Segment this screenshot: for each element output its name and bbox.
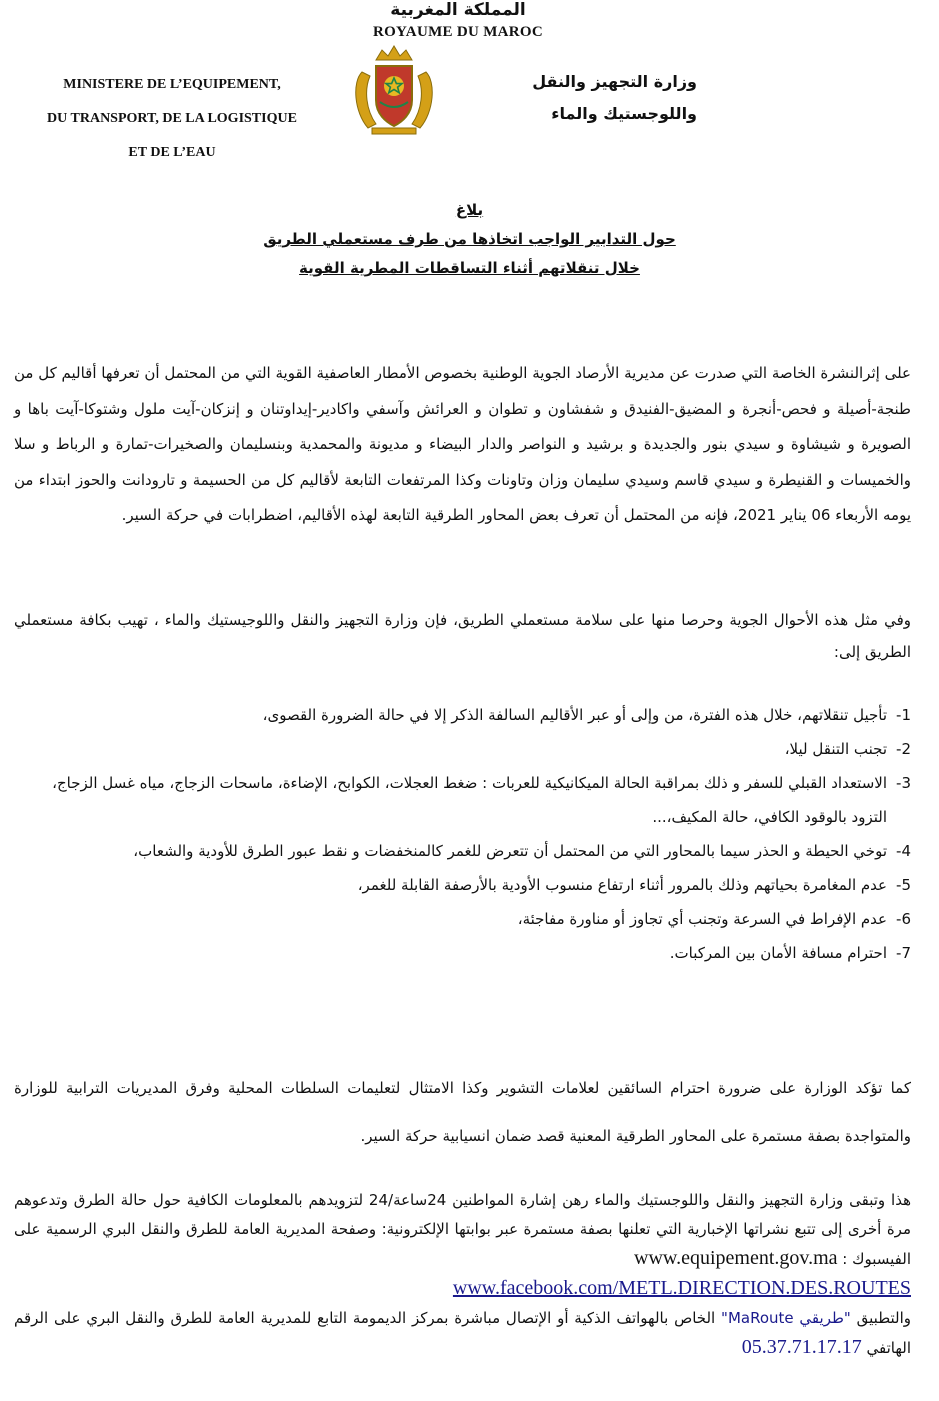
list-item-number: -5 — [896, 876, 911, 894]
list-item-number: -6 — [896, 910, 911, 928]
list-item-text: عدم الإفراط في السرعة وتجنب أي تجاوز أو مناورة مفاجئة، — [517, 910, 887, 928]
paragraph-signage-compliance: كما تؤكد الوزارة على ضرورة احترام السائقين لعلامات التشوير وكذا الامتثال لتعليمات السلطات المحلية وفرق المديريات الترابية للوزارة والمتواجدة بصفة مستمرة على المحاور الطرقية المعنية قصد ضمان انسيابية حركة السير. — [14, 1079, 911, 1145]
moroccan-coat-of-arms-icon — [346, 42, 442, 138]
website-link[interactable]: www.equipement.gov.ma — [634, 1247, 838, 1269]
list-item-text: تجنب التنقل ليلا، — [784, 740, 887, 758]
ministry-ar-line-2: واللوجستيك والماء — [551, 104, 697, 123]
announcement-subtitle-1: حول التدابير الواجب اتخاذها من طرف مستعملي الطريق — [263, 230, 676, 248]
list-item — [14, 834, 911, 868]
announcement-heading — [0, 196, 939, 283]
ministry-fr-line-2: DU TRANSPORT, DE LA LOGISTIQUE — [47, 111, 297, 126]
list-item-text: توخي الحيطة و الحذر سيما بالمحاور التي من المحتمل أن تتعرض للغمر كالمنخفضات و نقط عبور الطرق للأودية والشعاب، — [133, 842, 887, 860]
list-item-number: -1 — [896, 706, 911, 724]
list-item-number: -4 — [896, 842, 911, 860]
paragraph-contact-information — [14, 1186, 911, 1363]
list-item-text: الاستعداد القبلي للسفر و ذلك بمراقبة الحالة الميكانيكية للعربات : ضغط العجلات، الكوابح، الإضاءة، ماسحات الزجاج، مياه غسل الزجاج، التزود بالوقود الكافي، حالة المكيف،... — [52, 774, 887, 826]
paragraph-weather-bulletin: على إثرالنشرة الخاصة التي صدرت عن مديرية الأرصاد الجوية الوطنية بخصوص الأمطار العاصفية القوية التي من المحتمل أن تعرفها أقاليم كل من طنجة-أصيلة و فحص-أنجرة و المضيق-الفنيدق و شفشاون و تطوان و العرائش وآسفي واكادير-إيداوتنان و إنزكان-آيت ملول وشتوكا-آيت باها و الصويرة و شيشاوة و سيدي بنور والجديدة و برشيد و النواصر والدار البيضاء و مديونة والمحمدية وبنسليمان والصخيرات-تمارة و الرباط و سلا والخميسات و القنيطرة و سيدي قاسم وسيدي سليمان وزان وتاونات وكذا المرتفعات التابعة لأقاليم كل من الحسيمة و تارودانت والحوز ابتداء من يومه الأربعاء 06 يناير 2021، فإنه من المحتمل أن تعرف بعض المحاور الطرقية التابعة لهذه الأقاليم، اضطرابات في حركة السير. — [14, 364, 911, 524]
facebook-intro-text: وصفحة المديرية العامة للطرق والنقل البري الرسمية على الفيسبوك : — [14, 1220, 911, 1268]
kingdom-name-french: ROYAUME DU MAROC — [372, 24, 544, 40]
list-item-number: -2 — [896, 740, 911, 758]
contact-intro-text: هذا وتبقى وزارة التجهيز والنقل واللوجستيك والماء رهن إشارة المواطنين 24ساعة/24 لتزويدهم بالمعلومات الكافية حول حالة الطرق وتدعوهم مرة أخرى إلى تتبع نشراتها الإخبارية التي تعلنها بصفة مستمرة عبر بوابتها الإلكترونية: — [14, 1191, 911, 1238]
list-item — [14, 766, 911, 834]
ministry-ar-line-1: وزارة التجهيز والنقل — [532, 72, 697, 91]
hotline-intro-text: الخاص بالهواتف الذكية أو الإتصال مباشرة بمركز الديمومة التابع للمديرية العامة للطرق والنقل البري على الرقم الهاتفي — [14, 1309, 911, 1357]
list-item-text: تأجيل تنقلاتهم، خلال هذه الفترة، من وإلى أو عبر الأقاليم السالفة الذكر إلا في حالة الضرورة القصوى، — [262, 706, 887, 724]
list-item-text: عدم المغامرة بحياتهم وذلك بالمرور أثناء ارتفاع منسوب الأودية بالأرصفة القابلة للغمر، — [357, 876, 887, 894]
list-item — [14, 868, 911, 902]
kingdom-name-arabic: المملكة المغربية — [390, 0, 526, 20]
list-item — [14, 732, 911, 766]
ministry-name-french — [22, 68, 322, 160]
app-intro-text: والتطبيق — [856, 1309, 911, 1327]
app-name: "طريقي MaRoute" — [721, 1309, 851, 1327]
safety-measures-list — [14, 698, 911, 970]
facebook-link-line — [14, 1274, 911, 1304]
hotline-phone-number[interactable]: 05.37.71.17.17 — [741, 1336, 862, 1358]
facebook-link[interactable]: www.facebook.com/METL.DIRECTION.DES.ROUTES — [452, 1277, 911, 1299]
list-item — [14, 698, 911, 732]
ministry-fr-line-3: ET DE L’EAU — [128, 145, 216, 160]
paragraph-ministry-appeal: وفي مثل هذه الأحوال الجوية وحرصا منها على سلامة مستعملي الطريق، فإن وزارة التجهيز والنقل واللوجيستيك والماء ، تهيب بكافة مستعملي الطريق إلى: — [14, 611, 911, 661]
list-item — [14, 936, 911, 970]
list-item-number: -7 — [896, 944, 911, 962]
list-item-text: احترام مسافة الأمان بين المركبات. — [669, 944, 887, 962]
ministry-fr-line-1: MINISTERE DE L’EQUIPEMENT, — [63, 77, 281, 92]
ministry-name-arabic — [532, 66, 697, 130]
list-item-number: -3 — [896, 774, 911, 792]
list-item — [14, 902, 911, 936]
announcement-title: بلاغ — [455, 201, 484, 219]
announcement-subtitle-2: خلال تنقلاتهم أثناء التساقطات المطرية القوية — [299, 259, 640, 277]
